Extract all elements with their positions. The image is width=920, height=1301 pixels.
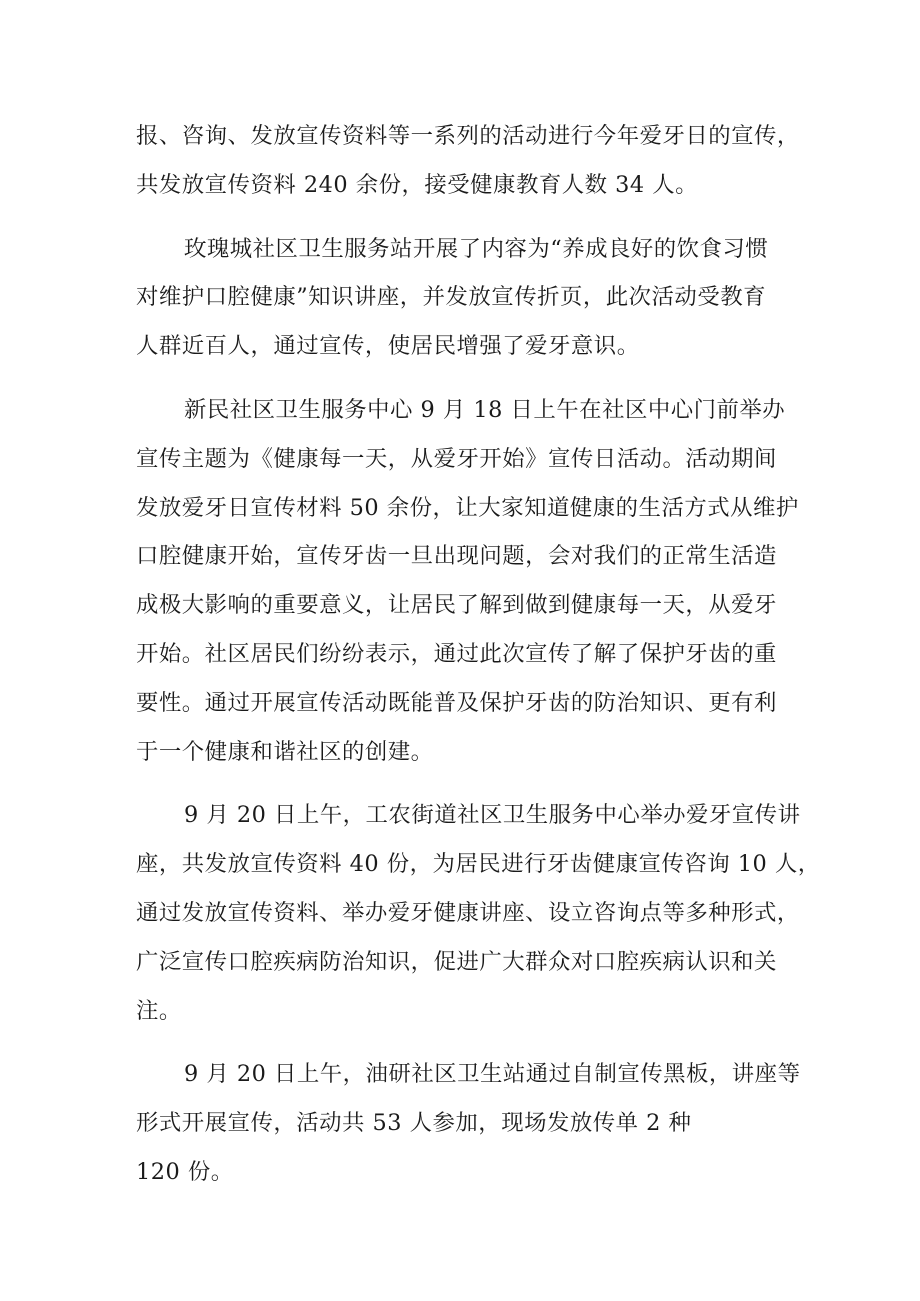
- document-body: [136, 112, 821, 1212]
- text-line: 对维护口腔健康”知识讲座，并发放宣传折页，此次活动受教育: [136, 284, 766, 311]
- text-line: 报、咨询、发放宣传资料等一系列的活动进行今年爱牙日的宣传，: [136, 123, 800, 149]
- text-line: 9 月 20 日上午，油研社区卫生站通过自制宣传黑板，讲座等: [184, 1061, 801, 1088]
- text-line: 注。: [136, 997, 182, 1024]
- text-line: 120 份。: [136, 1158, 234, 1185]
- text-line: 成极大影响的重要意义，让居民了解到做到健康每一天，从爱牙: [136, 592, 777, 619]
- text-line: 人群近百人，通过宣传，使居民增强了爱牙意识。: [136, 333, 640, 360]
- paragraph-2: [136, 225, 806, 371]
- text-line: 口腔健康开始，宣传牙齿一旦出现问题，会对我们的正常生活造: [136, 543, 777, 570]
- text-line: 新民社区卫生服务中心 9 月 18 日上午在社区中心门前举办: [184, 396, 786, 423]
- text-line: 要性。通过开展宣传活动既能普及保护牙齿的防治知识、更有利: [136, 689, 777, 716]
- paragraph-1: [136, 112, 806, 210]
- paragraph-4: [136, 791, 821, 1035]
- text-line: 于一个健康和谐社区的创建。: [136, 738, 434, 765]
- text-line: 发放爱牙日宣传材料 50 余份，让大家知道健康的生活方式从维护: [136, 494, 799, 521]
- text-line: 宣传主题为《健康每一天，从爱牙开始》宣传日活动。活动期间: [136, 445, 777, 472]
- text-line: 共发放宣传资料 240 余份，接受健康教育人数 34 人。: [136, 171, 699, 198]
- text-line: 座，共发放宣传资料 40 份，为居民进行牙齿健康宣传咨询 10 人，: [136, 851, 821, 878]
- text-line: 9 月 20 日上午，工农街道社区卫生服务中心举办爱牙宣传讲: [184, 802, 801, 829]
- text-line: 开始。社区居民们纷纷表示，通过此次宣传了解了保护牙齿的重: [136, 640, 777, 667]
- paragraph-3: [136, 386, 806, 776]
- text-line: 形式开展宣传，活动共 53 人参加，现场发放传单 2 种: [136, 1110, 692, 1137]
- text-line: 通过发放宣传资料、举办爱牙健康讲座、设立咨询点等多种形式，: [136, 899, 800, 926]
- text-line: 广泛宣传口腔疾病防治知识，促进广大群众对口腔疾病认识和关: [136, 948, 777, 975]
- paragraph-5: [136, 1050, 806, 1196]
- text-line: 玫瑰城社区卫生服务站开展了内容为“养成良好的饮食习惯: [184, 235, 769, 262]
